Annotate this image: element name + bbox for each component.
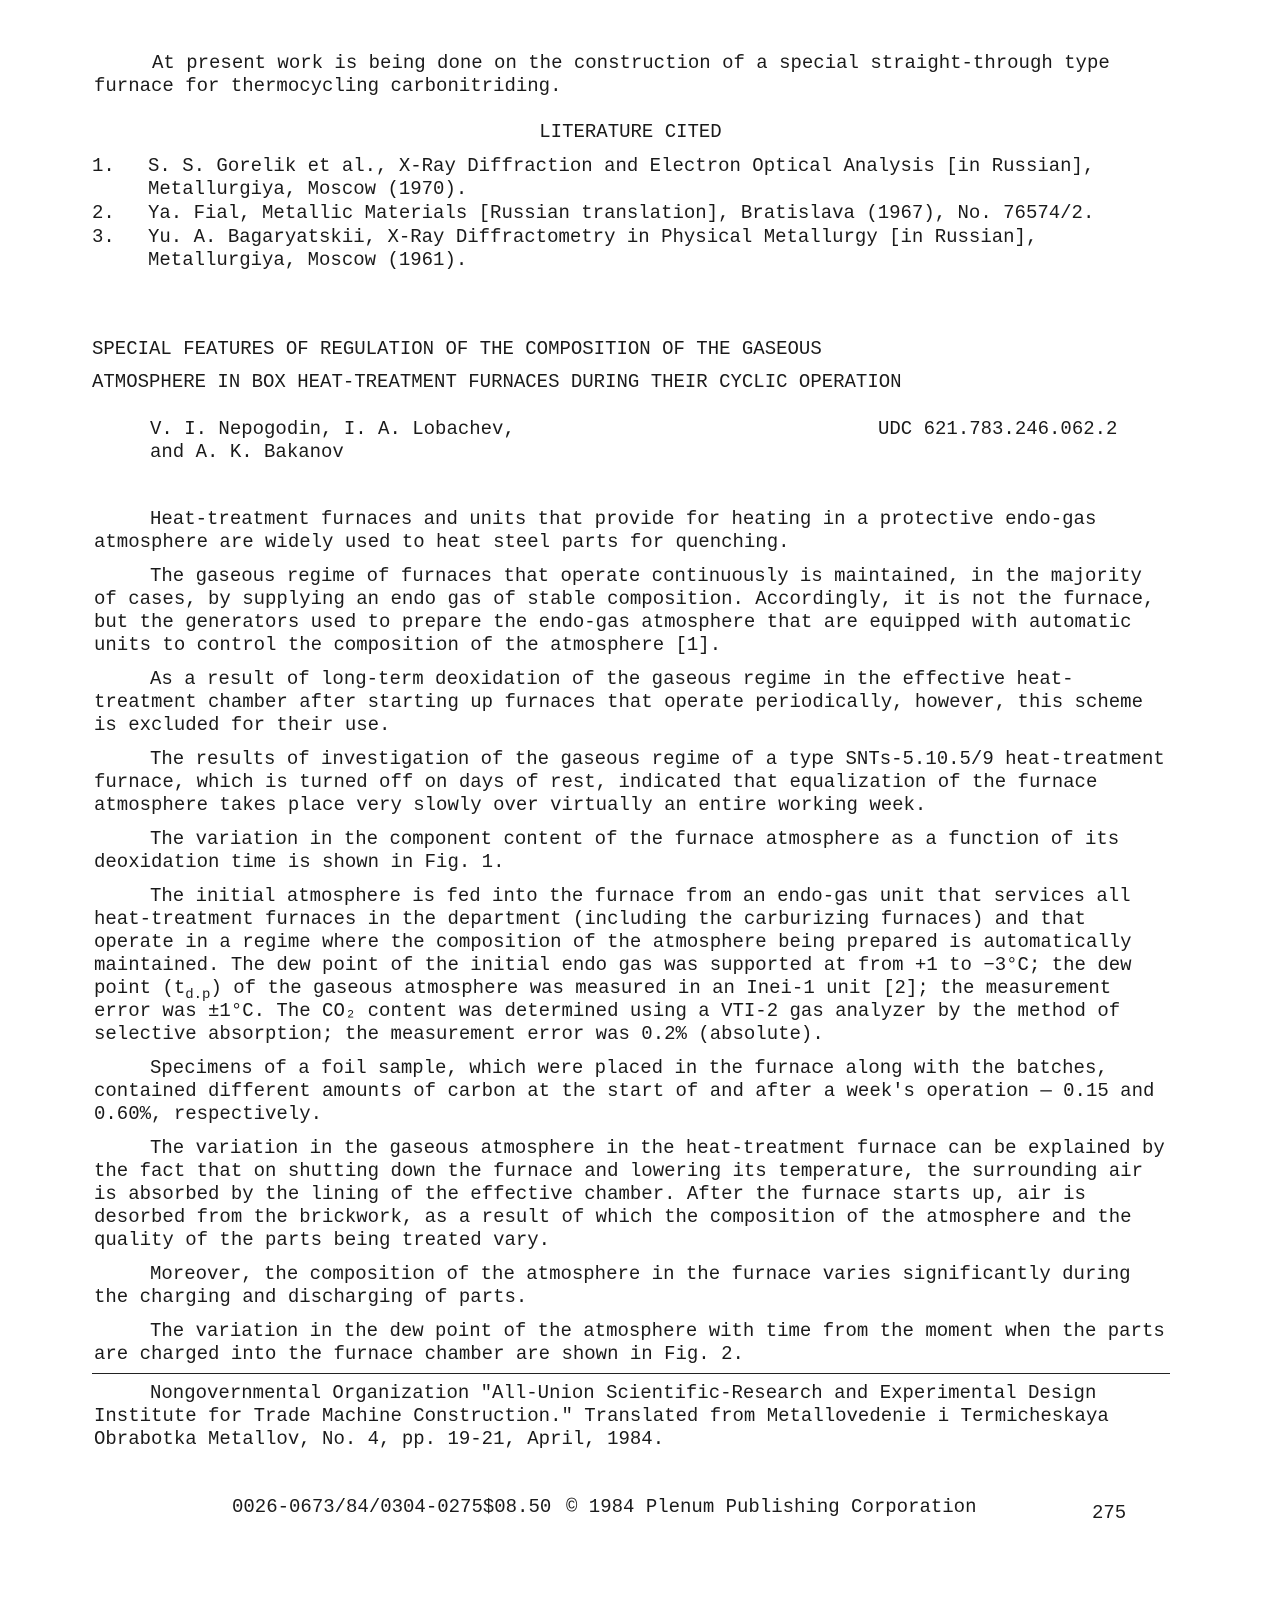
reference-text: Ya. Fial, Metallic Materials [Russian translation], Bratislava (1967), No. 76574/2. — [148, 202, 1095, 224]
body-paragraph: Heat-treatment furnaces and units that provide for heating in a protective endo-gas atmosphere are widely used to heat steel parts for quenching. — [94, 508, 1097, 553]
body-paragraph: The variation in the component content of the furnace atmosphere as a function of its deoxidation time is shown in Fig. 1. — [94, 828, 1120, 873]
reference-item — [92, 226, 1192, 272]
reference-text: S. S. Gorelik et al., X-Ray Diffraction and Electron Optical Analysis [in Russian], Metallurgiya, Moscow (1970). — [148, 155, 1095, 200]
reference-number: 2. — [92, 202, 115, 224]
body-paragraph: The variation in the gaseous atmosphere in the heat-treatment furnace can be explained by the fact that on shutting down the furnace and lowering its temperature, the surrounding air is absorbed by the lining of the effective chamber. After the furnace starts up, air is desorbed from the brickwork, as a result of which the composition of the atmosphere and the quality of the parts being treated vary. — [94, 1137, 1165, 1251]
intro-paragraph: At present work is being done on the construction of a special straight-through type furnace for thermocycling carbonitriding. — [94, 52, 1110, 97]
authors — [150, 418, 600, 464]
body-paragraph: The results of investigation of the gaseous regime of a type SNTs-5.10.5/9 heat-treatment furnace, which is turned off on days of rest, indicated that equalization of the furnace atmosphere takes place very slowly over virtually an entire working week. — [94, 748, 1165, 816]
body-text: The initial atmosphere is fed into the furnace from an endo-gas unit that services all heat-treatment furnaces in the department (including the carburizing furnaces) and that operate in a regime where the composition of the atmosphere being prepared is automatically maintained. The dew point of the initial endo gas was supported at from +1 to −3°C; the dew point (t — [94, 885, 1132, 999]
authors-line-1: V. I. Nepogodin, I. A. Lobachev, — [150, 418, 515, 440]
copyright-notice: © 1984 Plenum Publishing Corporation — [566, 1496, 977, 1518]
literature-heading: LITERATURE CITED — [539, 121, 722, 143]
body-text: ) of the gaseous atmosphere was measured in an Inei-1 unit [2]; the measurement error was ±1°C. The CO₂ content was determined using a VTI-2 gas analyzer by the method of selective absorption; the measurement error was 0.2% (absolute). — [94, 977, 1121, 1045]
article-title — [92, 338, 1192, 404]
udc-code: UDC 621.783.246.062.2 — [878, 418, 1118, 440]
footnote-text: Nongovernmental Organization "All-Union Scientific-Research and Experimental Design Institute for Trade Machine Construction." Translated from Metallovedenie i Termicheskaya Obrabotka Metallov, No. 4, pp. 19-21, April, 1984. — [94, 1382, 1109, 1450]
reference-number: 3. — [92, 226, 115, 248]
footnote — [94, 1382, 1174, 1451]
reference-item — [92, 155, 1192, 201]
authors-line-2: and A. K. Bakanov — [150, 441, 344, 463]
body-paragraph: Moreover, the composition of the atmosphere in the furnace varies significantly during the charging and discharging of parts. — [94, 1263, 1131, 1308]
page-number: 275 — [1092, 1502, 1127, 1524]
article-title-line-1: SPECIAL FEATURES OF REGULATION OF THE COMPOSITION OF THE GASEOUS — [92, 338, 822, 360]
body-paragraph: Specimens of a foil sample, which were placed in the furnace along with the batches, contained different amounts of carbon at the start of and after a week's operation — 0.15 and 0.60%, respectively. — [94, 1057, 1155, 1125]
reference-text: Yu. A. Bagaryatskii, X-Ray Diffractometry in Physical Metallurgy [in Russian], Metallurgiya, Moscow (1961). — [148, 226, 1038, 271]
reference-list — [92, 155, 1192, 273]
body-paragraph: The gaseous regime of furnaces that operate continuously is maintained, in the majority of cases, by supplying an endo gas of stable composition. Accordingly, it is not the furnace, but the generators used to prepare the endo-gas atmosphere that are equipped with automatic units to control the composition of the atmosphere [1]. — [94, 565, 1155, 656]
intro-section — [94, 52, 1174, 98]
dew-point-subscript: d.p — [185, 986, 211, 1003]
article-title-line-2: ATMOSPHERE IN BOX HEAT-TREATMENT FURNACES DURING THEIR CYCLIC OPERATION — [92, 371, 902, 393]
footnote-divider — [92, 1373, 1170, 1374]
publication-code: 0026-0673/84/0304-0275$08.50 — [232, 1496, 552, 1518]
body-paragraph: As a result of long-term deoxidation of the gaseous regime in the effective heat-treatment chamber after starting up furnaces that operate periodically, however, this scheme is excluded for their use. — [94, 668, 1143, 736]
article-body — [94, 508, 1174, 1377]
reference-number: 1. — [92, 155, 115, 177]
body-paragraph — [94, 885, 1174, 1046]
reference-item — [92, 202, 1192, 225]
body-paragraph: The variation in the dew point of the atmosphere with time from the moment when the parts are charged into the furnace chamber are shown in Fig. 2. — [94, 1320, 1165, 1365]
